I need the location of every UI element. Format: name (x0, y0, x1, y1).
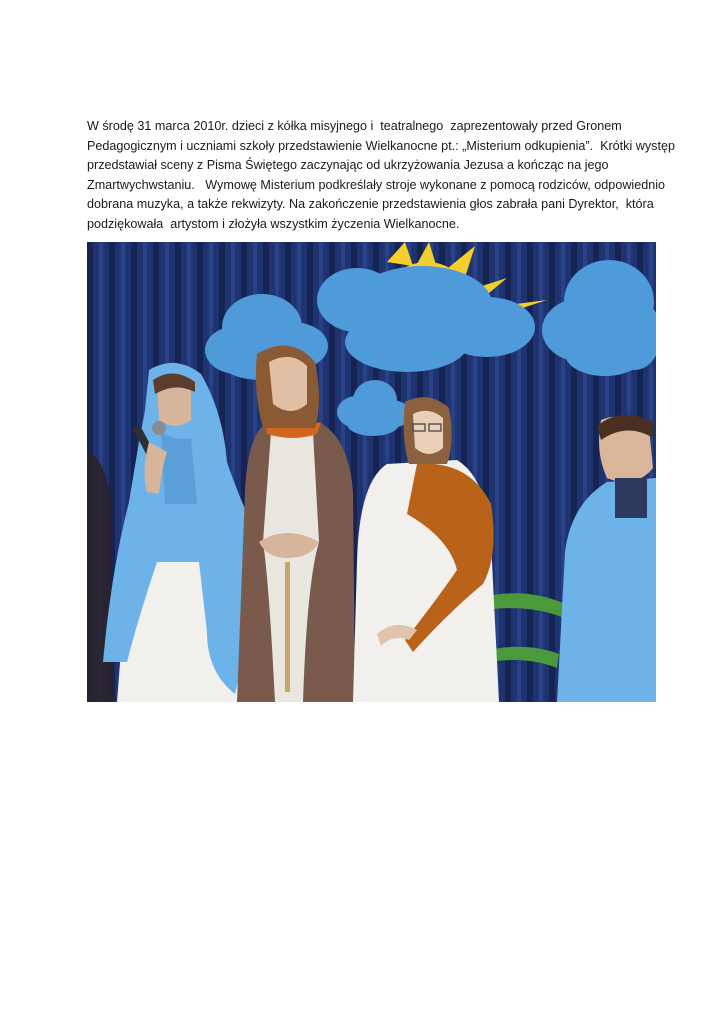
event-description-paragraph (87, 117, 675, 234)
paragraph-line: Pedagogicznym i uczniami szkoły przedstawienie Wielkanocne pt.: „Misterium odkupienia”. Krótki występ (87, 138, 675, 153)
paragraph-line: dobrana muzyka, a także rekwizyty. Na zakończenie przedstawienia głos zabrała pani Dyrektor, która (87, 197, 654, 211)
play-photo (87, 242, 656, 702)
play-photo-illustration (87, 242, 656, 702)
paragraph-line: przedstawiał sceny z Pisma Świętego zaczynając od ukrzyżowania Jezusa a kończąc na jego (87, 158, 609, 172)
paragraph-line: podziękowała artystom i złożyła wszystkim życzenia Wielkanocne. (87, 216, 460, 231)
paragraph-line: Zmartwychwstaniu. Wymowę Misterium podkreślały stroje wykonane z pomocą rodziców, odpowiednio (87, 177, 666, 192)
paragraph-line: W środę 31 marca 2010r. dzieci z kółka misyjnego i teatralnego zaprezentowały przed Gronem (87, 119, 622, 133)
